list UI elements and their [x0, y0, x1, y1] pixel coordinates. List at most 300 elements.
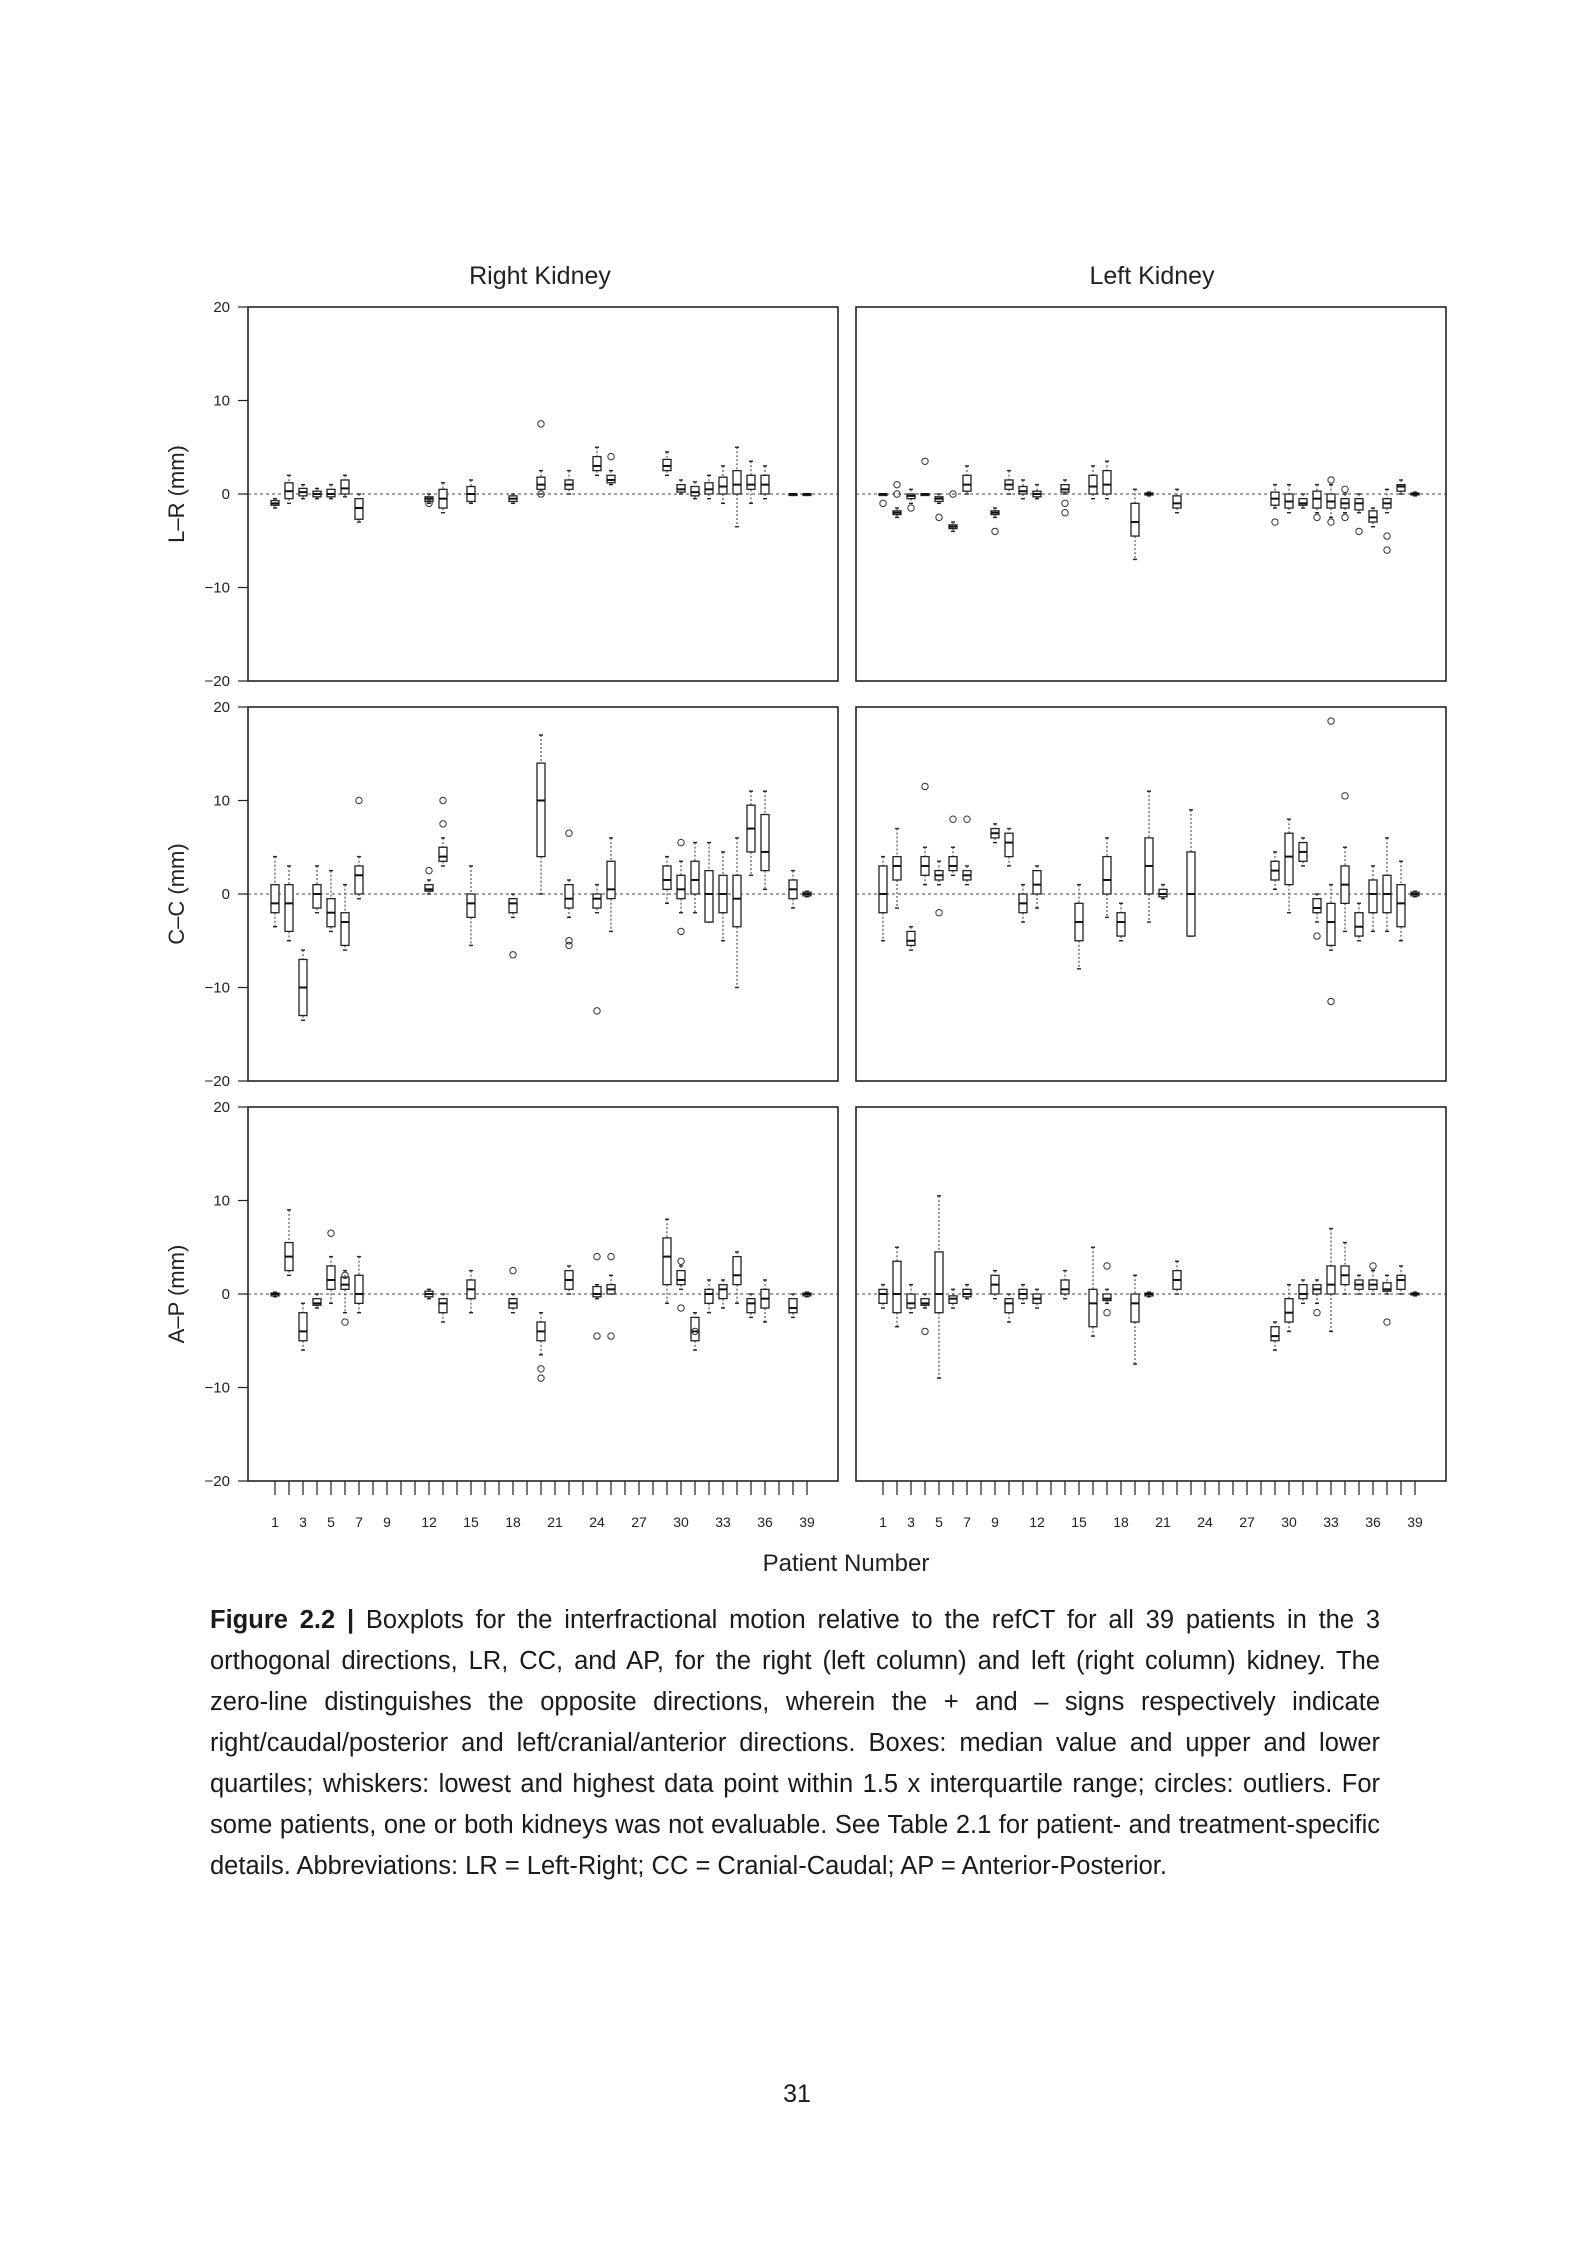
patient-33-box	[1327, 1229, 1335, 1332]
x-axis-label: Patient Number	[762, 1550, 930, 1577]
patient-6-box	[949, 1289, 957, 1308]
patient-31-box	[1299, 494, 1307, 508]
patient-29-box	[663, 1219, 671, 1303]
patient-39-box	[1411, 891, 1419, 897]
iqr-box	[439, 1299, 447, 1313]
iqr-box	[1131, 1294, 1139, 1322]
patient-6-box	[949, 491, 957, 532]
patient-39-box	[1411, 492, 1419, 496]
outlier-point	[678, 1258, 684, 1264]
y-tick-label: −20	[204, 1473, 230, 1490]
patient-3-box	[907, 489, 915, 511]
iqr-box	[879, 1289, 887, 1303]
patient-38-box	[789, 1294, 797, 1317]
iqr-box	[1061, 1280, 1069, 1294]
panel-2-1	[856, 1107, 1446, 1530]
patient-24-box	[593, 1253, 601, 1339]
iqr-box	[565, 885, 573, 908]
outlier-point	[1104, 1263, 1110, 1269]
patient-20-box	[537, 1313, 545, 1382]
panels	[164, 299, 1446, 1530]
y-tick-label: 0	[221, 486, 230, 503]
patient-1-box	[271, 499, 279, 508]
outlier-point	[1328, 519, 1334, 525]
patient-34-box	[1341, 486, 1349, 520]
patient-34-box	[733, 838, 741, 988]
outlier-point	[1342, 514, 1348, 520]
iqr-box	[893, 857, 901, 880]
iqr-box	[593, 457, 601, 471]
patient-33-box	[719, 1280, 727, 1308]
patient-24-box	[593, 885, 601, 1014]
iqr-box	[747, 475, 755, 489]
patient-30-box	[677, 1258, 685, 1311]
x-tick-label: 33	[1323, 1514, 1339, 1530]
panel-0-0	[164, 299, 838, 690]
patient-6-box	[949, 816, 957, 875]
x-tick-label: 18	[505, 1514, 521, 1530]
outlier-point	[1384, 533, 1390, 539]
outlier-point	[964, 816, 970, 822]
iqr-box	[1369, 880, 1377, 913]
patient-3-box	[907, 927, 915, 950]
outlier-point	[566, 830, 572, 836]
iqr-box	[1131, 503, 1139, 536]
x-tick-label: 12	[421, 1514, 437, 1530]
patient-15-box	[467, 866, 475, 945]
outlier-point	[510, 1267, 516, 1273]
patient-38-box	[1397, 1266, 1405, 1294]
x-tick-label: 39	[1407, 1514, 1423, 1530]
iqr-box	[747, 1299, 755, 1313]
x-tick-label: 33	[715, 1514, 731, 1530]
patient-7-box	[963, 816, 971, 885]
outlier-point	[608, 453, 614, 459]
patient-18-box	[509, 1267, 517, 1312]
outlier-point	[440, 821, 446, 827]
iqr-box	[1173, 496, 1181, 508]
patient-11-box	[1019, 1285, 1027, 1304]
patient-3-box	[299, 485, 307, 499]
outlier-point	[1104, 1310, 1110, 1316]
patient-32-box	[1313, 894, 1321, 939]
outlier-point	[1062, 500, 1068, 506]
patient-25-box	[607, 453, 615, 484]
iqr-box	[677, 1271, 685, 1285]
patient-12-box	[425, 1289, 433, 1298]
patient-21-box	[1159, 885, 1167, 899]
figure-label: Figure 2.2 |	[210, 1606, 355, 1634]
patient-20-box	[537, 421, 545, 498]
patient-34-box	[733, 447, 741, 526]
patient-14-box	[1061, 1271, 1069, 1299]
y-tick-label: −10	[204, 1379, 230, 1397]
outlier-point	[594, 1253, 600, 1259]
patient-20-box	[1145, 791, 1153, 922]
iqr-box	[1285, 1299, 1293, 1322]
patient-25-box	[607, 838, 615, 932]
x-tick-label: 15	[463, 1514, 479, 1530]
patient-37-box	[1383, 838, 1391, 932]
patient-2-box	[285, 1210, 293, 1275]
patient-10-box	[1005, 829, 1013, 866]
outlier-point	[1314, 1310, 1320, 1316]
patient-18-box	[1117, 903, 1125, 940]
patient-10-box	[1005, 1294, 1013, 1322]
patient-7-box	[963, 466, 971, 494]
patient-2-box	[893, 1247, 901, 1326]
outlier-point	[1370, 1263, 1376, 1269]
x-tick-label: 7	[355, 1514, 363, 1530]
outlier-point	[922, 783, 928, 789]
x-tick-label: 27	[1239, 1514, 1255, 1530]
iqr-box	[1103, 471, 1111, 494]
patient-32-box	[705, 843, 713, 922]
iqr-box	[1005, 1299, 1013, 1313]
patient-36-box	[761, 1280, 769, 1322]
outlier-point	[426, 867, 432, 873]
panel-2-0	[164, 1099, 838, 1530]
y-tick-label: 20	[213, 699, 230, 716]
caption-text: Boxplots for the interfractional motion relative to the refCT for all 39 patients in the 3 orthogonal directions, LR, CC, and AP, for the right (left column) and left (right column) kidney. The zero-line distinguishes the opposite directions, wherein the + and – signs respectively indicate right/caudal/posterior and left/cranial/anterior directions. Boxes: median value and upper and lower quartiles; whiskers: lowest and highest data point within 1.5 x interquartile range; circles: outliers. For some patients, one or both kidneys was not evaluable. See Table 2.1 for patient- and treatment-specific details. Abbreviations: LR = Left-Right; CC = Cranial-Caudal; AP = Anterior-Posterior.	[210, 1606, 1381, 1880]
x-tick-label: 5	[935, 1514, 943, 1530]
iqr-box	[761, 815, 769, 871]
column-title-right-kidney: Right Kidney	[469, 262, 611, 290]
x-tick-label: 30	[673, 1514, 689, 1530]
iqr-box	[1313, 899, 1321, 913]
x-tick-label: 1	[271, 1514, 279, 1530]
patient-7-box	[355, 797, 363, 898]
outlier-point	[510, 952, 516, 958]
figure-caption	[210, 1600, 1380, 1887]
outlier-point	[992, 528, 998, 534]
patient-2-box	[893, 481, 901, 517]
iqr-box	[1397, 1275, 1405, 1289]
patient-6-box	[341, 885, 349, 950]
patient-11-box	[1019, 480, 1027, 499]
patient-36-box	[1369, 1263, 1377, 1294]
iqr-box	[537, 477, 545, 489]
y-tick-label: 10	[213, 792, 230, 810]
patient-16-box	[1089, 466, 1097, 499]
patient-35-box	[747, 461, 755, 503]
column-title-left-kidney: Left Kidney	[1089, 262, 1215, 290]
iqr-box	[1271, 1327, 1279, 1341]
patient-6-box	[341, 475, 349, 497]
patient-20-box	[1145, 1292, 1153, 1297]
patient-5-box	[327, 871, 335, 932]
patient-4-box	[313, 866, 321, 913]
x-tick-label: 36	[757, 1514, 773, 1530]
patient-38-box	[789, 494, 797, 496]
iqr-box	[509, 899, 517, 913]
patient-36-box	[761, 466, 769, 499]
outlier-point	[566, 942, 572, 948]
y-tick-label: 20	[213, 299, 230, 316]
patient-1-box	[879, 1285, 887, 1308]
page-number: 31	[783, 2080, 811, 2108]
patient-36-box	[761, 791, 769, 889]
patient-3-box	[299, 1303, 307, 1350]
patient-13-box	[439, 797, 447, 866]
patient-18-box	[509, 494, 517, 503]
patient-34-box	[1341, 793, 1349, 932]
patient-32-box	[1313, 485, 1321, 521]
patient-33-box	[719, 852, 727, 941]
patient-39-box	[803, 1292, 811, 1297]
patient-39-box	[1411, 1292, 1419, 1296]
patient-37-box	[1383, 489, 1391, 553]
outlier-point	[936, 910, 942, 916]
patient-15-box	[467, 480, 475, 503]
patient-1-box	[879, 494, 887, 507]
iqr-box	[1117, 913, 1125, 936]
x-tick-label: 36	[1365, 1514, 1381, 1530]
patient-23-box	[1187, 810, 1195, 936]
x-tick-label: 39	[799, 1514, 815, 1530]
patient-5-box	[327, 485, 335, 499]
outlier-point	[1314, 514, 1320, 520]
iqr-box	[907, 931, 915, 945]
iqr-box	[1327, 1266, 1335, 1294]
patient-38-box	[1397, 480, 1405, 494]
patient-2-box	[285, 866, 293, 941]
patient-3-box	[299, 950, 307, 1020]
outlier-point	[538, 421, 544, 427]
x-tick-label: 21	[1155, 1514, 1171, 1530]
patient-33-box	[719, 466, 727, 503]
outlier-point	[894, 481, 900, 487]
patient-12-box	[425, 867, 433, 894]
patient-4-box	[921, 783, 929, 884]
x-tick-label: 24	[1197, 1514, 1213, 1530]
iqr-box	[607, 861, 615, 898]
patient-7-box	[963, 1285, 971, 1299]
patient-36-box	[1369, 866, 1377, 931]
x-tick-label: 24	[589, 1514, 605, 1530]
outlier-point	[608, 1333, 614, 1339]
patient-13-box	[439, 1294, 447, 1322]
iqr-box	[1005, 833, 1013, 856]
patient-15-box	[1075, 885, 1083, 969]
patient-4-box	[921, 458, 929, 495]
iqr-box	[341, 480, 349, 494]
outlier-point	[1314, 933, 1320, 939]
patient-35-box	[1355, 494, 1363, 535]
outlier-point	[538, 1366, 544, 1372]
patient-2-box	[893, 829, 901, 908]
iqr-box	[719, 1285, 727, 1299]
x-tick-label: 9	[383, 1514, 391, 1530]
patient-9-box	[991, 1271, 999, 1299]
iqr-box	[893, 1261, 901, 1312]
panel-1-0	[164, 699, 838, 1090]
patient-18-box	[509, 894, 517, 958]
patient-34-box	[733, 1252, 741, 1303]
patient-30-box	[1285, 1285, 1293, 1332]
patient-12-box	[1033, 866, 1041, 908]
outlier-point	[440, 797, 446, 803]
x-tick-label: 30	[1281, 1514, 1297, 1530]
patient-17-box	[1103, 838, 1111, 917]
iqr-box	[355, 1275, 363, 1303]
patient-9-box	[991, 824, 999, 843]
patient-33-box	[1327, 718, 1335, 1005]
y-tick-label: 10	[213, 1192, 230, 1210]
patient-22-box	[565, 830, 573, 949]
patient-11-box	[1019, 885, 1027, 922]
patient-1-box	[271, 1292, 279, 1297]
iqr-box	[537, 763, 545, 857]
patient-20-box	[537, 735, 545, 894]
outlier-point	[1272, 519, 1278, 525]
patient-32-box	[705, 1280, 713, 1313]
x-tick-label: 1	[879, 1514, 887, 1530]
outlier-point	[538, 1375, 544, 1381]
patient-2-box	[285, 475, 293, 503]
outlier-point	[1384, 1319, 1390, 1325]
patient-19-box	[1131, 489, 1139, 559]
patient-32-box	[705, 475, 713, 498]
patient-1-box	[879, 857, 887, 941]
panel-1-1	[856, 707, 1446, 1081]
x-tick-label: 7	[963, 1514, 971, 1530]
iqr-box	[593, 1287, 601, 1297]
patient-10-box	[1005, 471, 1013, 494]
patient-5-box	[327, 1230, 335, 1303]
patient-33-box	[1327, 477, 1335, 525]
y-axis-label: L–R (mm)	[164, 445, 189, 543]
patient-31-box	[1299, 1280, 1307, 1303]
iqr-box	[341, 913, 349, 946]
patient-31-box	[691, 482, 699, 499]
iqr-box	[789, 1299, 797, 1313]
x-tick-label: 12	[1029, 1514, 1045, 1530]
outlier-point	[342, 1319, 348, 1325]
outlier-point	[1062, 510, 1068, 516]
patient-38-box	[789, 871, 797, 908]
iqr-box	[733, 1257, 741, 1285]
iqr-box	[593, 894, 601, 908]
patient-19-box	[1131, 1275, 1139, 1364]
patient-22-box	[1173, 489, 1181, 512]
iqr-box	[949, 857, 957, 871]
iqr-box	[705, 871, 713, 922]
iqr-box	[691, 861, 699, 894]
patient-32-box	[1313, 1280, 1321, 1316]
patient-31-box	[691, 843, 699, 913]
outlier-point	[1384, 547, 1390, 553]
patient-29-box	[1271, 852, 1279, 889]
patient-17-box	[1103, 1263, 1111, 1316]
outlier-point	[922, 458, 928, 464]
patient-9-box	[991, 508, 999, 535]
patient-34-box	[1341, 1243, 1349, 1294]
outlier-point	[678, 928, 684, 934]
patient-39-box	[803, 494, 811, 496]
patient-3-box	[907, 1285, 915, 1313]
x-tick-label: 3	[907, 1514, 915, 1530]
y-tick-label: 0	[221, 886, 230, 903]
outlier-point	[1356, 528, 1362, 534]
iqr-box	[1033, 871, 1041, 894]
patient-4-box	[313, 488, 321, 498]
patient-25-box	[607, 1253, 615, 1339]
patient-5-box	[935, 1196, 943, 1378]
patient-14-box	[1061, 480, 1069, 516]
y-tick-label: −20	[204, 673, 230, 690]
patient-5-box	[935, 861, 943, 916]
patient-35-box	[747, 791, 755, 875]
iqr-box	[935, 1252, 943, 1313]
patient-30-box	[677, 480, 685, 494]
patient-13-box	[439, 483, 447, 513]
iqr-box	[663, 1238, 671, 1285]
outlier-point	[908, 505, 914, 511]
outlier-point	[880, 500, 886, 506]
patient-29-box	[1271, 1322, 1279, 1350]
iqr-box	[879, 866, 887, 913]
patient-24-box	[593, 447, 601, 475]
y-tick-label: −20	[204, 1073, 230, 1090]
x-tick-label: 27	[631, 1514, 647, 1530]
iqr-box	[733, 471, 741, 494]
outlier-point	[1342, 793, 1348, 799]
patient-16-box	[1089, 1247, 1097, 1336]
y-tick-label: −10	[204, 579, 230, 597]
outlier-point	[1328, 477, 1334, 483]
iqr-box	[1327, 903, 1335, 945]
x-tick-label: 5	[327, 1514, 335, 1530]
outlier-point	[1328, 718, 1334, 724]
outlier-point	[608, 1253, 614, 1259]
patient-36-box	[1369, 508, 1377, 527]
patient-22-box	[1173, 1261, 1181, 1294]
patient-5-box	[935, 494, 943, 521]
patient-15-box	[467, 1271, 475, 1313]
patient-1-box	[271, 857, 279, 927]
patient-20-box	[1145, 492, 1153, 496]
patient-7-box	[355, 1257, 363, 1313]
patient-30-box	[677, 839, 685, 934]
y-tick-label: 0	[221, 1286, 230, 1303]
iqr-box	[677, 875, 685, 898]
outlier-point	[594, 1008, 600, 1014]
patient-7-box	[355, 494, 363, 522]
iqr-box	[1355, 913, 1363, 936]
outlier-point	[356, 797, 362, 803]
patient-35-box	[1355, 903, 1363, 940]
outlier-point	[950, 816, 956, 822]
iqr-box	[1089, 475, 1097, 494]
iqr-box	[1103, 857, 1111, 894]
iqr-box	[439, 847, 447, 861]
x-tick-label: 15	[1071, 1514, 1087, 1530]
outlier-point	[678, 839, 684, 845]
outlier-point	[594, 1333, 600, 1339]
iqr-box	[705, 1289, 713, 1303]
outlier-point	[328, 1230, 334, 1236]
iqr-box	[313, 885, 321, 908]
iqr-box	[907, 1294, 915, 1308]
patient-30-box	[1285, 819, 1293, 913]
y-tick-label: −10	[204, 979, 230, 997]
panel-0-1	[856, 307, 1446, 681]
iqr-box	[663, 866, 671, 889]
patient-37-box	[1383, 1275, 1391, 1325]
x-tick-label: 3	[299, 1514, 307, 1530]
y-tick-label: 10	[213, 392, 230, 410]
